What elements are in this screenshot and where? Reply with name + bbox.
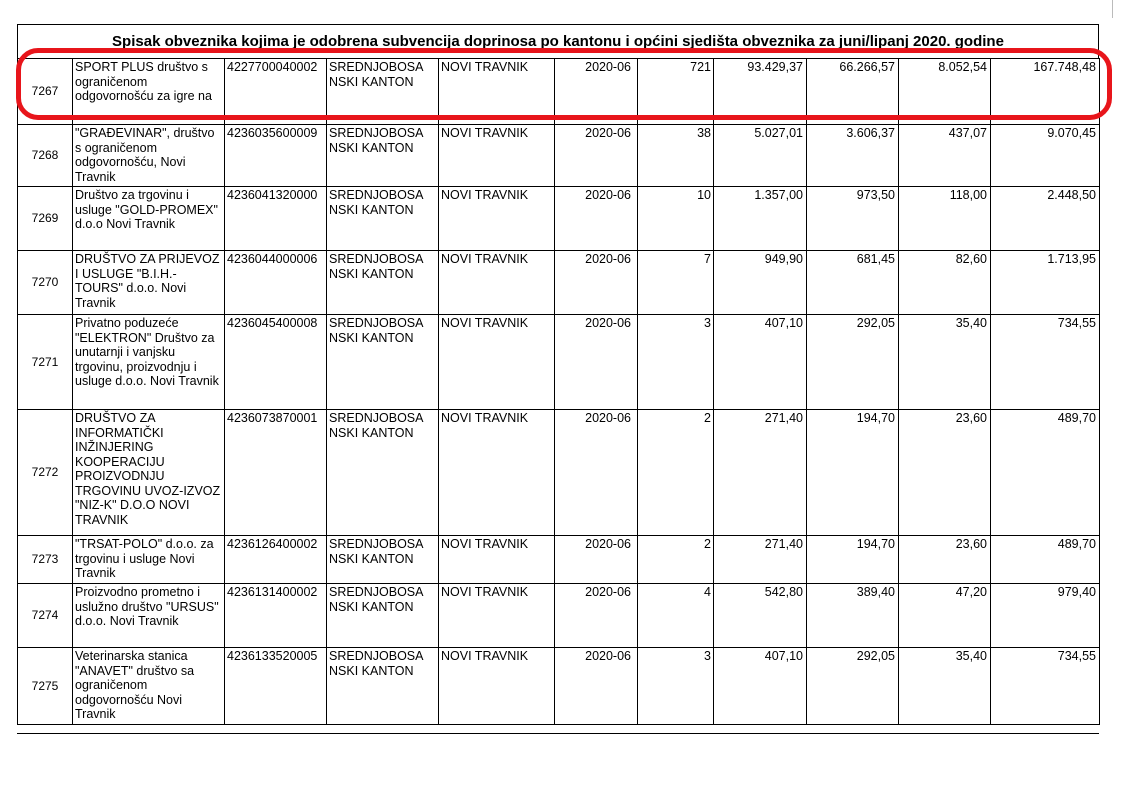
table-row xyxy=(18,251,1100,315)
jib-number-cell: 4236131400002 xyxy=(225,584,327,648)
canton-cell: SREDNJOBOSA NSKI KANTON xyxy=(327,251,439,315)
table-bottom-rule xyxy=(17,733,1099,734)
table-row xyxy=(18,536,1100,584)
municipality-cell: NOVI TRAVNIK xyxy=(439,251,555,315)
total-amount-cell: 979,40 xyxy=(991,584,1100,648)
period-cell: 2020-06 xyxy=(555,125,638,187)
company-name-cell: "TRSAT-POLO" d.o.o. za trgovinu i usluge Novi Travnik xyxy=(73,536,225,584)
amount-1-cell: 271,40 xyxy=(714,536,807,584)
employee-count-cell: 3 xyxy=(638,648,714,725)
amount-1-cell: 271,40 xyxy=(714,410,807,536)
jib-number-cell: 4227700040002 xyxy=(225,59,327,125)
municipality-cell: NOVI TRAVNIK xyxy=(439,59,555,125)
row-id-cell: 7273 xyxy=(18,536,73,584)
municipality-cell: NOVI TRAVNIK xyxy=(439,187,555,251)
amount-2-cell: 194,70 xyxy=(807,536,899,584)
total-amount-cell: 489,70 xyxy=(991,536,1100,584)
amount-3-cell: 23,60 xyxy=(899,410,991,536)
amount-3-cell: 47,20 xyxy=(899,584,991,648)
amount-1-cell: 1.357,00 xyxy=(714,187,807,251)
canton-cell: SREDNJOBOSA NSKI KANTON xyxy=(327,584,439,648)
jib-number-cell: 4236044000006 xyxy=(225,251,327,315)
table-row xyxy=(18,315,1100,410)
employee-count-cell: 721 xyxy=(638,59,714,125)
amount-3-cell: 118,00 xyxy=(899,187,991,251)
amount-1-cell: 5.027,01 xyxy=(714,125,807,187)
municipality-cell: NOVI TRAVNIK xyxy=(439,125,555,187)
amount-3-cell: 35,40 xyxy=(899,315,991,410)
canton-cell: SREDNJOBOSA NSKI KANTON xyxy=(327,187,439,251)
amount-2-cell: 194,70 xyxy=(807,410,899,536)
municipality-cell: NOVI TRAVNIK xyxy=(439,315,555,410)
company-name-cell: Proizvodno prometno i uslužno društvo "URSUS" d.o.o. Novi Travnik xyxy=(73,584,225,648)
row-id-cell: 7269 xyxy=(18,187,73,251)
amount-1-cell: 93.429,37 xyxy=(714,59,807,125)
canton-cell: SREDNJOBOSA NSKI KANTON xyxy=(327,648,439,725)
canton-cell: SREDNJOBOSA NSKI KANTON xyxy=(327,315,439,410)
total-amount-cell: 734,55 xyxy=(991,648,1100,725)
period-cell: 2020-06 xyxy=(555,536,638,584)
municipality-cell: NOVI TRAVNIK xyxy=(439,648,555,725)
company-name-cell: SPORT PLUS društvo s ograničenom odgovornošću za igre na xyxy=(73,59,225,125)
jib-number-cell: 4236035600009 xyxy=(225,125,327,187)
employee-count-cell: 7 xyxy=(638,251,714,315)
page-edge xyxy=(0,0,1113,18)
jib-number-cell: 4236041320000 xyxy=(225,187,327,251)
company-name-cell: "GRAĐEVINAR", društvo s ograničenom odgovornošću, Novi Travnik xyxy=(73,125,225,187)
table-row xyxy=(18,59,1100,125)
amount-2-cell: 389,40 xyxy=(807,584,899,648)
period-cell: 2020-06 xyxy=(555,648,638,725)
total-amount-cell: 9.070,45 xyxy=(991,125,1100,187)
amount-3-cell: 35,40 xyxy=(899,648,991,725)
total-amount-cell: 167.748,48 xyxy=(991,59,1100,125)
amount-2-cell: 973,50 xyxy=(807,187,899,251)
employee-count-cell: 38 xyxy=(638,125,714,187)
period-cell: 2020-06 xyxy=(555,584,638,648)
amount-3-cell: 437,07 xyxy=(899,125,991,187)
jib-number-cell: 4236133520005 xyxy=(225,648,327,725)
document-title: Spisak obveznika kojima je odobrena subvencija doprinosa po kantonu i općini sjedišta obveznika za juni/lipanj 2020. godine xyxy=(17,24,1099,58)
row-id-cell: 7272 xyxy=(18,410,73,536)
employee-count-cell: 4 xyxy=(638,584,714,648)
row-id-cell: 7268 xyxy=(18,125,73,187)
row-id-cell: 7274 xyxy=(18,584,73,648)
jib-number-cell: 4236073870001 xyxy=(225,410,327,536)
canton-cell: SREDNJOBOSA NSKI KANTON xyxy=(327,59,439,125)
amount-2-cell: 292,05 xyxy=(807,315,899,410)
amount-3-cell: 23,60 xyxy=(899,536,991,584)
employee-count-cell: 2 xyxy=(638,410,714,536)
amount-1-cell: 949,90 xyxy=(714,251,807,315)
company-name-cell: Društvo za trgovinu i usluge "GOLD-PROMEX" d.o.o Novi Travnik xyxy=(73,187,225,251)
canton-cell: SREDNJOBOSA NSKI KANTON xyxy=(327,125,439,187)
company-name-cell: DRUŠTVO ZA PRIJEVOZ I USLUGE "B.I.H.-TOURS" d.o.o. Novi Travnik xyxy=(73,251,225,315)
municipality-cell: NOVI TRAVNIK xyxy=(439,410,555,536)
company-name-cell: Veterinarska stanica "ANAVET" društvo sa ograničenom odgovornošću Novi Travnik xyxy=(73,648,225,725)
amount-3-cell: 8.052,54 xyxy=(899,59,991,125)
employee-count-cell: 10 xyxy=(638,187,714,251)
amount-2-cell: 66.266,57 xyxy=(807,59,899,125)
row-id-cell: 7270 xyxy=(18,251,73,315)
total-amount-cell: 1.713,95 xyxy=(991,251,1100,315)
row-id-cell: 7275 xyxy=(18,648,73,725)
table-row xyxy=(18,410,1100,536)
amount-1-cell: 542,80 xyxy=(714,584,807,648)
amount-1-cell: 407,10 xyxy=(714,315,807,410)
jib-number-cell: 4236126400002 xyxy=(225,536,327,584)
employee-count-cell: 3 xyxy=(638,315,714,410)
canton-cell: SREDNJOBOSA NSKI KANTON xyxy=(327,410,439,536)
company-name-cell: DRUŠTVO ZA INFORMATIČKI INŽINJERING KOOPERACIJU PROIZVODNJU TRGOVINU UVOZ-IZVOZ "NIZ-K" D.O.O NOVI TRAVNIK xyxy=(73,410,225,536)
amount-1-cell: 407,10 xyxy=(714,648,807,725)
table-row xyxy=(18,187,1100,251)
jib-number-cell: 4236045400008 xyxy=(225,315,327,410)
total-amount-cell: 734,55 xyxy=(991,315,1100,410)
company-name-cell: Privatno poduzeće "ELEKTRON" Društvo za unutarnji i vanjsku trgovinu, proizvodnju i usluge d.o.o. Novi Travnik xyxy=(73,315,225,410)
amount-2-cell: 3.606,37 xyxy=(807,125,899,187)
table-row xyxy=(18,648,1100,725)
table-row xyxy=(18,584,1100,648)
employee-count-cell: 2 xyxy=(638,536,714,584)
table-row xyxy=(18,125,1100,187)
period-cell: 2020-06 xyxy=(555,187,638,251)
total-amount-cell: 2.448,50 xyxy=(991,187,1100,251)
municipality-cell: NOVI TRAVNIK xyxy=(439,536,555,584)
canton-cell: SREDNJOBOSA NSKI KANTON xyxy=(327,536,439,584)
amount-2-cell: 681,45 xyxy=(807,251,899,315)
period-cell: 2020-06 xyxy=(555,410,638,536)
row-id-cell: 7267 xyxy=(18,59,73,125)
period-cell: 2020-06 xyxy=(555,59,638,125)
total-amount-cell: 489,70 xyxy=(991,410,1100,536)
amount-2-cell: 292,05 xyxy=(807,648,899,725)
obligors-table xyxy=(17,58,1100,725)
period-cell: 2020-06 xyxy=(555,315,638,410)
period-cell: 2020-06 xyxy=(555,251,638,315)
row-id-cell: 7271 xyxy=(18,315,73,410)
municipality-cell: NOVI TRAVNIK xyxy=(439,584,555,648)
amount-3-cell: 82,60 xyxy=(899,251,991,315)
